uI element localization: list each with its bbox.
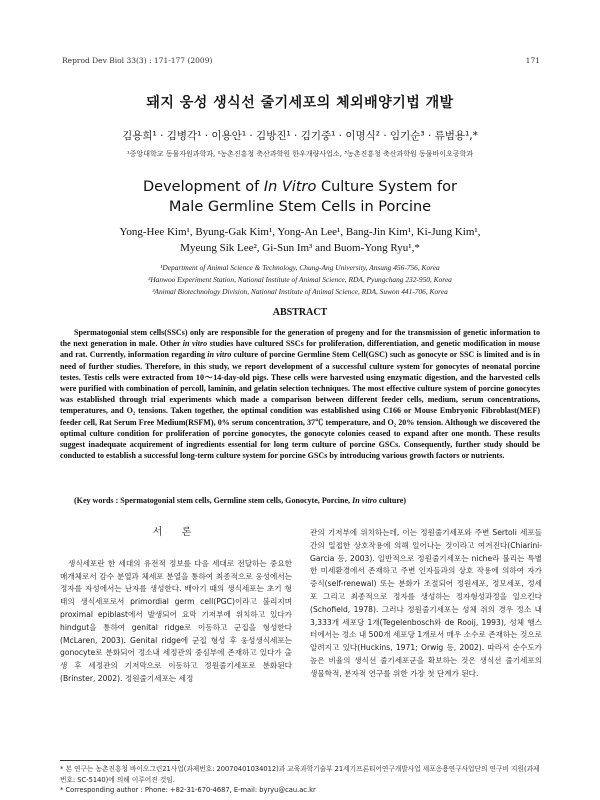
abstract-body: Spermatogonial stem cells(SSCs) only are responsible for the generation of progeny and for the transmission of genetic information to the next generation in male. Other in vitro studies have cultured SSCs for proliferation, differentiation, and genetic modification in mouse and rat. Currently, information regarding in vitro culture of porcine Germline Stem Cell(GSC) such as gonocyte or SSC is limited and is in need of further studies. Therefore, in this study, we report development of a successful culture system for gonocytes of neonatal porcine testes. Testis cells were extracted from 10～14-day-old pigs. These cells were harvested using enzymatic digestion, and the harvested cells were purified with combination of percoll, laminin, and gelatin selection techniques. The most effective culture system of porcine gonocytes was established through trial experiments which made a comparison between different feeder cells, medium, serum concentrations, temperatures, and O₂ tensions. Taken together, the optimal condition was established using C166 or Mouse Embryonic Fibroblast(MEF) feeder cell, Rat Serum Free Medium(RSFM), 0% serum concentration, 37℃ temperature, and O₂ 20% tension. Although we discovered the optimal culture condition for proliferation of porcine gonocytes, the gonocyte colonies ceased to expand after one month. These results suggest inadequate acquirement of ingredients essential for long term culture of porcine GSCs. Consequently, further study should be conducted to establish a successful long-term culture system for porcine GSCs by introducing various growth factors or nutrients.: [60, 328, 541, 461]
intro-left-column: [60, 527, 292, 686]
page-number: 171: [525, 56, 540, 65]
footnote-divider: [60, 760, 180, 761]
footnote-funding: * 본 연구는 농촌진흥청 바이오그린21사업(과제번호: 20070401034012)과 교육과학기술부 21세기프론티어연구개발사업 세포응용연구사업단의 연구비 지원(과제번호: SC-5140)에 의해 이루어진 것임.: [60, 765, 540, 784]
intro-paragraph-right: 관의 기저부에 위치하는데, 이는 정원줄기세포와 주변 Sertoli 세포들간의 밀접한 상호작용에 의해 일어나는 것이라고 여겨진다(Chiarini-Garcia 등, 2003). 일반적으로 정원줄기세포는 niche라 불리는 특별한 미세환경에서 존재하고 주변 인자들과의 상호 작용에 의하여 자가증식(self-renewal) 또는 분화가 조절되어 정원세포, 정모세포, 정세포 그리고 최종적으로 정자를 생성하는 정자형성과정을 일으킨다(Schofield, 1978). 그러나 정원줄기세포는 성체 쥐의 경우 정소 내 3,333개 세포당 1개(Tegelenbosch와 de Rooij, 1993), 성체 햄스터에서는 정소 내 500개 세포당 1개로서 매우 소수로 존재하는 것으로 알려지고 있다(Huckins, 1971; Orwig 등, 2002). 따라서 순수도가 높은 비율의 생식선 줄기세포군을 확보하는 것은 생식선 줄기세포의 생물학적, 분자적 연구를 위한 가장 첫 단계가 된다.: [310, 528, 542, 678]
affiliations-english: [0, 262, 600, 298]
title-english: [0, 177, 600, 217]
intro-right-column: [310, 527, 542, 681]
affiliation-1: ¹Department of Animal Science & Technology, Chung-Ang University, Ansung 456-756, Korea: [160, 263, 440, 272]
affiliation-3: ³Animal Biotechnology Division, National Institute of Animal Science, RDA, Suwon 441-706, Korea: [152, 287, 448, 296]
authors-english: [0, 224, 600, 256]
title-english-line1: Development of In Vitro Culture System for: [143, 179, 457, 195]
title-korean: 돼지 웅성 생식선 줄기세포의 체외배양기법 개발: [146, 95, 454, 111]
intro-heading: 서 론: [152, 527, 200, 538]
affiliation-2: ²Hanwoo Experiment Station, National Institute of Animal Science, RDA, Pyungchang 232-950, Korea: [148, 275, 452, 284]
authors-korean: 김용희¹ · 김병각¹ · 이용안¹ · 김방진¹ · 김기중¹ · 이명식² · 임기순³ · 류범용¹,*: [122, 130, 478, 142]
authors-english-line1: Yong-Hee Kim¹, Byung-Gak Kim¹, Yong-An Lee¹, Bang-Jin Kim¹, Ki-Jung Kim¹,: [119, 226, 481, 238]
footnotes: [60, 764, 540, 796]
running-head: [62, 56, 540, 65]
abstract-heading: ABSTRACT: [272, 307, 328, 318]
keywords: (Key words : Spermatogonial stem cells, Germline stem cells, Gonocyte, Porcine, In vitro culture): [74, 496, 407, 505]
affiliations-korean: ¹중앙대학교 동물자원과학과, ²농촌진흥청 축산과학원 한우개량사업소, ³농촌진흥청 축산과학원 동물바이오공학과: [126, 150, 474, 158]
footnote-corresponding-author: * Corresponding author : Phone: +82-31-670-4687, E-mail: byryu@cau.ac.kr: [60, 786, 316, 794]
intro-paragraph-left: 생식세포란 한 세대의 유전적 정보를 다음 세대로 전달하는 중요한 매개체로서 감수 분열과 체세포 분열을 통하여 최종적으로 웅성에서는 정자를 자성에서는 난자를 생성한다. 배아기 때의 생식세포는 초기 형태의 생식세포로서 primordial germ cell(PGC)이라고 불리지며 proximal epiblast에서 발생되어 요막 기저부에 위치하고 있다가 hindgut을 통하여 genital ridge로 이동하고 군집을 형성한다(McLaren, 2003). Genital ridge에 군집 형성 후 웅성생식세포는 gonocyte로 분화되어 정소내 세정관의 중심부에 존재하고 있다가 출생 후 세정관의 기저막으로 이동하고 정원줄기세포로 분화된다(Brinster, 2002). 정원줄기세포는 세정: [60, 558, 292, 683]
title-italic-in-vitro: In Vitro: [263, 179, 317, 195]
journal-citation: Reprod Dev Biol 33(3) : 171-177 (2009): [62, 56, 213, 65]
authors-english-line2: Myeung Sik Lee², Gi-Sun Im³ and Buom-Yong Ryu¹,*: [180, 242, 420, 254]
title-english-line2: Male Germline Stem Cells in Porcine: [168, 199, 432, 215]
